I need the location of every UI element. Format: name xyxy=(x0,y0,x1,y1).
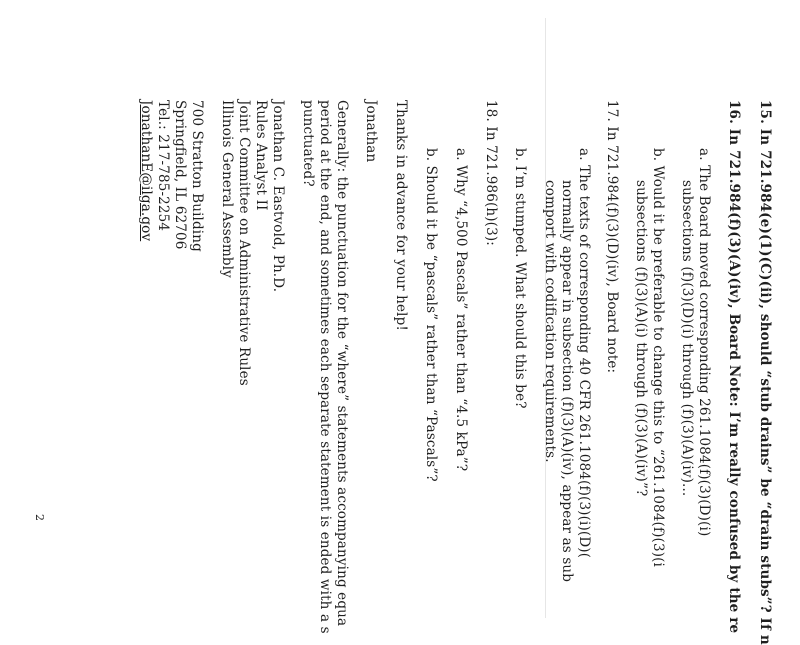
question-16b-line2: subsections (f)(3)(A)(i) through (f)(3)(A)(iv)”? xyxy=(633,180,649,497)
question-18: 18. In 721.986(h)(3): xyxy=(483,100,499,246)
question-18b: b. Should it be “pascals” rather than “Pascals”? xyxy=(423,148,439,482)
signature-org-2: Illinois General Assembly xyxy=(219,100,235,278)
general-note-line3: punctuated? xyxy=(300,100,316,187)
signature-name: Jonathan C. Eastvold, Ph.D. xyxy=(270,100,286,293)
telephone: Tel.: 217-785-2254 xyxy=(155,100,171,232)
question-17a-line2: normally appear in subsection (f)(3)(A)(iv), appear as sub xyxy=(559,180,575,583)
email-link[interactable]: JonathanE@ilga.gov xyxy=(138,100,154,242)
signature-org-1: Joint Committee on Administrative Rules xyxy=(236,100,252,386)
question-16a-line2: subsections (f)(3)(D)(i) through (f)(3)(A)(iv)... xyxy=(679,180,695,497)
page-number: 2 xyxy=(33,514,46,521)
question-17b: b. I’m stumped. What should this be? xyxy=(512,148,528,409)
general-note-line1: Generally: the punctuation for the “where” statements accompanying equa xyxy=(334,100,350,627)
question-16a-line1: a. The Board moved corresponding 261.1084(f)(3)(D)(i) xyxy=(696,148,712,537)
question-17: 17. In 721.984(f)(3)(D)(iv), Board note: xyxy=(604,100,620,374)
thanks-line: Thanks in advance for your help! xyxy=(393,100,409,331)
signature-title: Rules Analyst II xyxy=(253,100,269,211)
question-16: 16. In 721.984(f)(3)(A)(iv), Board Note: I’m really confused by the re xyxy=(726,100,742,634)
question-17a-line1: a. The texts of corresponding 40 CFR 261.1084(f)(3)(i)(D)( xyxy=(576,148,592,559)
signoff-name: Jonathan xyxy=(363,100,379,163)
question-16b-line1: b. Would it be preferable to change this to “261.1084(f)(3)(i xyxy=(650,148,666,567)
question-17a-line3: comport with codification requirements. xyxy=(542,180,558,463)
address-line-2: Springfield, IL 62706 xyxy=(172,100,188,250)
address-line-1: 700 Stratton Building xyxy=(189,100,205,252)
question-18a: a. Why “4,500 Pascals” rather than “4.5 kPa”? xyxy=(453,148,469,472)
general-note-line2: period at the end, and sometimes each separate statement is ended with a s xyxy=(317,100,333,634)
question-15: 15. In 721.984(e)(1)(C)(ii), should “stub drains” be “drain stubs”? If n xyxy=(757,100,773,645)
